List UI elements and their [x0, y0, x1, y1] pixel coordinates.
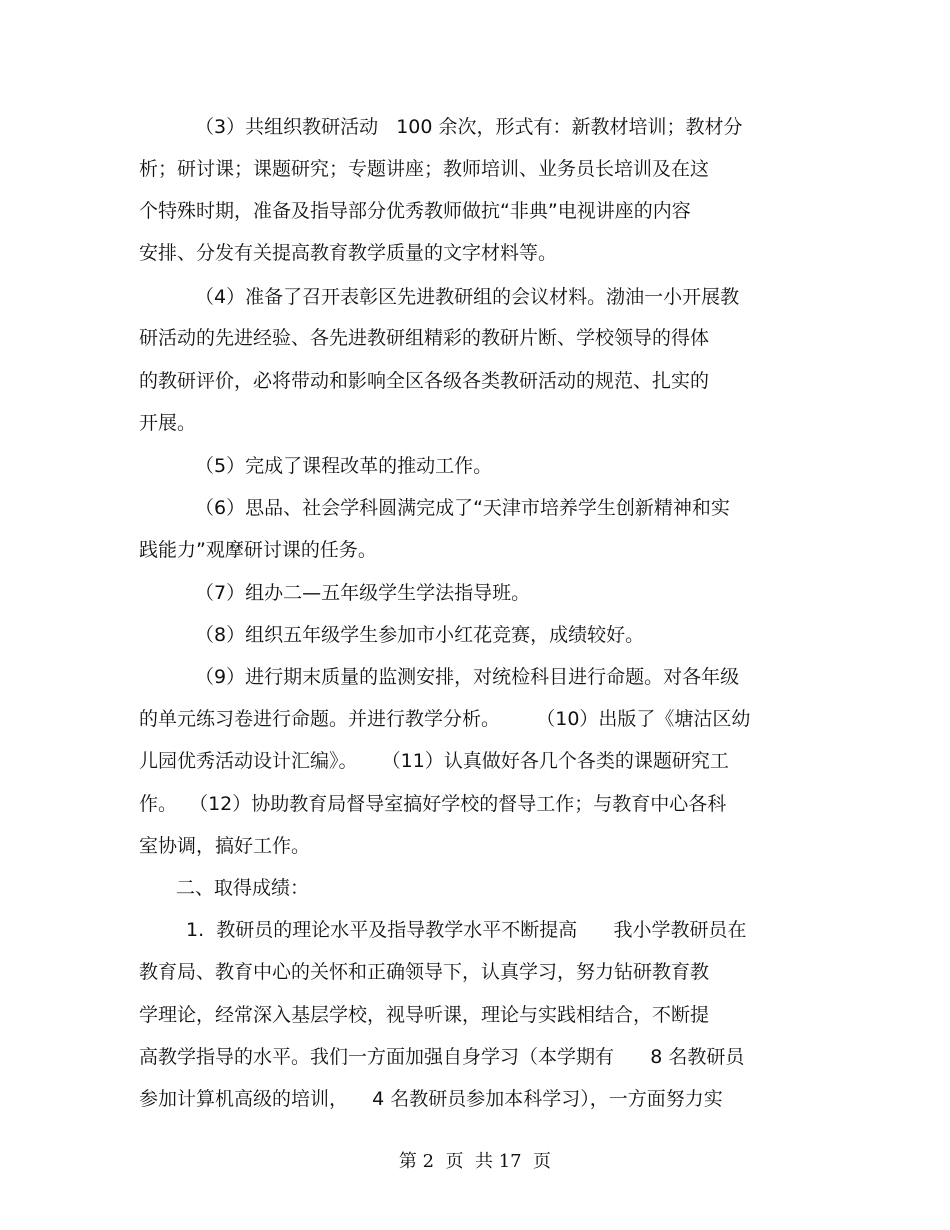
text-line: 的单元练习卷进行命题。并进行教学分析。 （10）出版了《塘沽区幼 [139, 708, 751, 730]
text-line: 安排、分发有关提高教育教学质量的文字材料等。 [139, 242, 558, 264]
text-line: 的教研评价，必将带动和影响全区各级各类教研活动的规范、扎实的 [139, 370, 710, 392]
text-line: 作。 （12）协助教育局督导室搞好学校的督导工作；与教育中心各科 [139, 793, 727, 815]
text-line: 析；研讨课；课题研究；专题讲座；教师培训、业务员长培训及在这 [139, 158, 710, 180]
text-line: （4）准备了召开表彰区先进教研组的会议材料。渤油一小开展教 [195, 286, 740, 308]
text-line: 参加计算机高级的培训， 4 名教研员参加本科学习），一方面努力实 [139, 1088, 723, 1110]
text-line: （3）共组织教研活动 100 余次，形式有：新教材培训；教材分 [195, 116, 743, 138]
text-line: 高教学指导的水平。我们一方面加强自身学习（本学期有 8 名教研员 [139, 1046, 745, 1068]
section-heading: 二、取得成绩： [176, 877, 310, 899]
text-line: （8）组织五年级学生参加市小红花竞赛，成绩较好。 [195, 624, 645, 646]
page-number-footer: 第 2 页 共 17 页 [398, 1151, 552, 1172]
text-line: 学理论，经常深入基层学校，视导听课，理论与实践相结合，不断提 [139, 1004, 710, 1026]
text-line: 个特殊时期，准备及指导部分优秀教师做抗“非典”电视讲座的内容 [139, 200, 691, 222]
text-line: （5）完成了课程改革的推动工作。 [195, 455, 493, 477]
text-line: 教育局、教育中心的关怀和正确领导下，认真学习，努力钻研教育教 [139, 961, 710, 983]
text-line: 研活动的先进经验、各先进教研组精彩的教研片断、学校领导的得体 [139, 327, 710, 349]
text-line: （6）思品、社会学科圆满完成了“天津市培养学生创新精神和实 [195, 497, 730, 519]
text-line: （9）进行期末质量的监测安排，对统检科目进行命题。对各年级 [195, 666, 740, 688]
text-line: 儿园优秀活动设计汇编》。 （11）认真做好各几个各类的课题研究工 [139, 750, 729, 772]
text-line: 践能力”观摩研讨课的任务。 [139, 539, 377, 561]
text-line: 开展。 [139, 412, 197, 434]
text-line: 1. 教研员的理论水平及指导教学水平不断提高 我小学教研员在 [186, 919, 747, 941]
text-line: 室协调，搞好工作。 [139, 835, 311, 857]
text-line: （7）组办二—五年级学生学法指导班。 [195, 582, 531, 604]
